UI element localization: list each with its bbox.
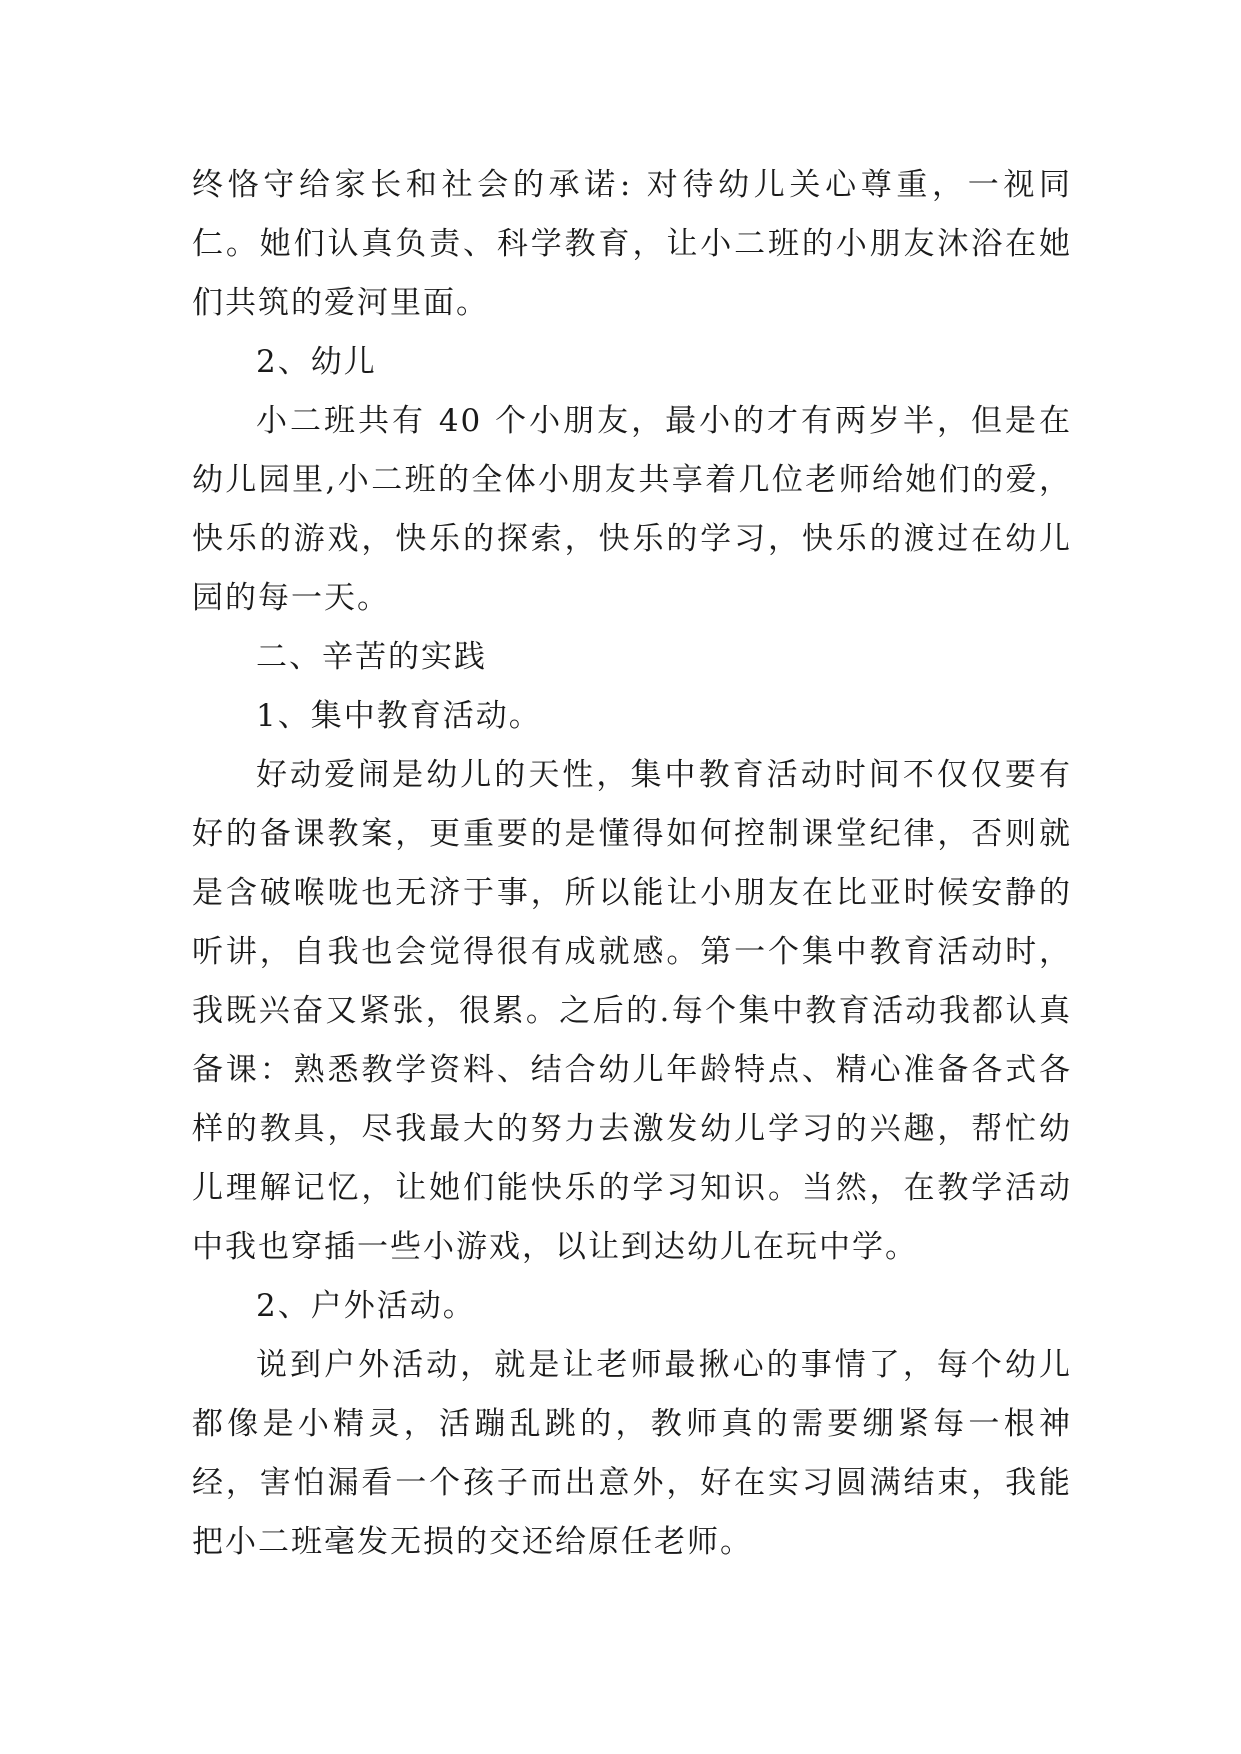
section-heading: 二、辛苦的实践 [256, 639, 487, 675]
paragraph: 好动爱闹是幼儿的天性，集中教育活动时间不仅仅要有好的备课教案，更重要的是懂得如何控制课堂纪律，否则就是含破喉咙也无济于事，所以能让小朋友在比亚时候安静的听讲，自我也会觉得很有成就感。第一个集中教育活动时，我既兴奋又紧张，很累。之后的.每个集中教育活动我都认真备课：熟悉教学资料、结合幼儿年龄特点、精心准备各式各样的教具，尽我最大的努力去激发幼儿学习的兴趣，帮忙幼儿理解记忆，让她们能快乐的学习知识。当然，在教学活动中我也穿插一些小游戏，以让到达幼儿在玩中学。 [192, 757, 1072, 1265]
document-body [192, 156, 1072, 1572]
section-heading: 2、幼儿 [256, 344, 377, 380]
section-heading: 1、集中教育活动。 [256, 698, 542, 734]
paragraph: 说到户外活动，就是让老师最揪心的事情了，每个幼儿都像是小精灵，活蹦乱跳的，教师真的需要绷紧每一根神经，害怕漏看一个孩子而出意外，好在实习圆满结束，我能把小二班毫发无损的交还给原任老师。 [192, 1347, 1072, 1560]
paragraph: 小二班共有 40 个小朋友，最小的才有两岁半，但是在幼儿园里,小二班的全体小朋友共享着几位老师给她们的爱，快乐的游戏，快乐的探索，快乐的学习，快乐的渡过在幼儿园的每一天。 [192, 403, 1072, 616]
paragraph: 终恪守给家长和社会的承诺: 对待幼儿关心尊重，一视同仁。她们认真负责、科学教育，让小二班的小朋友沐浴在她们共筑的爱河里面。 [192, 167, 1072, 321]
section-heading: 2、户外活动。 [256, 1288, 476, 1324]
